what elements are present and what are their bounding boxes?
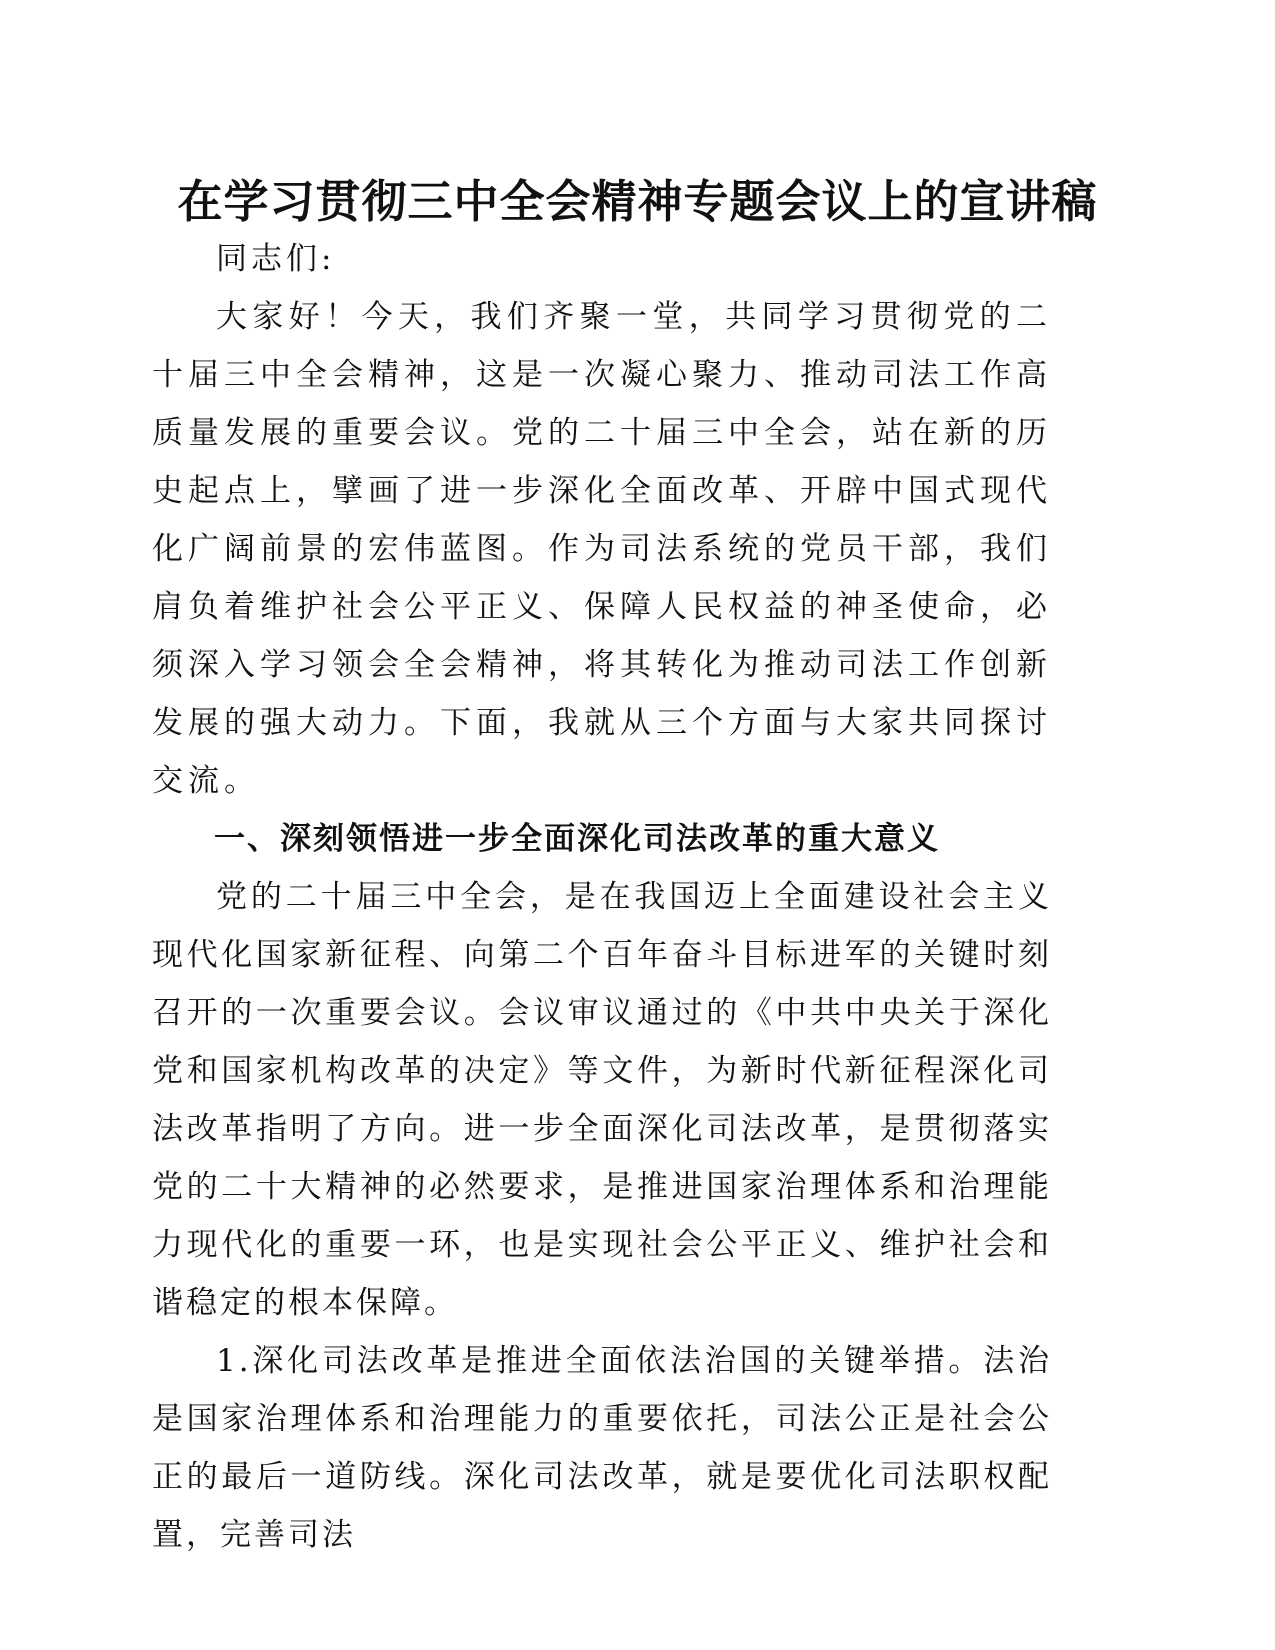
document-title: 在学习贯彻三中全会精神专题会议上的宣讲稿 [177,175,1098,228]
greeting-paragraph: 同志们: [216,241,336,277]
section-paragraph: 党的二十届三中全会，是在我国迈上全面建设社会主义现代化国家新征程、向第二个百年奋斗目标进军的关键时刻召开的一次重要会议。会议审议通过的《中共中央关于深化党和国家机构改革的决定》等文件，为新时代新征程深化司法改革指明了方向。进一步全面深化司法改革，是贯彻落实党的二十大精神的必然要求，是推进国家治理体系和治理能力现代化的重要一环，也是实现社会公平正义、维护社会和谐稳定的根本保障。 [152,879,1052,1321]
point-paragraph: 1.深化司法改革是推进全面依法治国的关键举措。法治是国家治理体系和治理能力的重要依托，司法公正是社会公正的最后一道防线。深化司法改革，就是要优化司法职权配置，完善司法 [152,1343,1052,1553]
section-heading: 一、深刻领悟进一步全面深化司法改革的重大意义 [214,821,940,857]
intro-paragraph: 大家好！今天，我们齐聚一堂，共同学习贯彻党的二十届三中全会精神，这是一次凝心聚力、推动司法工作高质量发展的重要会议。党的二十届三中全会，站在新的历史起点上，擘画了进一步深化全面改革、开辟中国式现代化广阔前景的宏伟蓝图。作为司法系统的党员干部，我们肩负着维护社会公平正义、保障人民权益的神圣使命，必须深入学习领会全会精神，将其转化为推动司法工作创新发展的强大动力。下面，我就从三个方面与大家共同探讨交流。 [152,299,1052,799]
document-body [152,230,1052,1564]
